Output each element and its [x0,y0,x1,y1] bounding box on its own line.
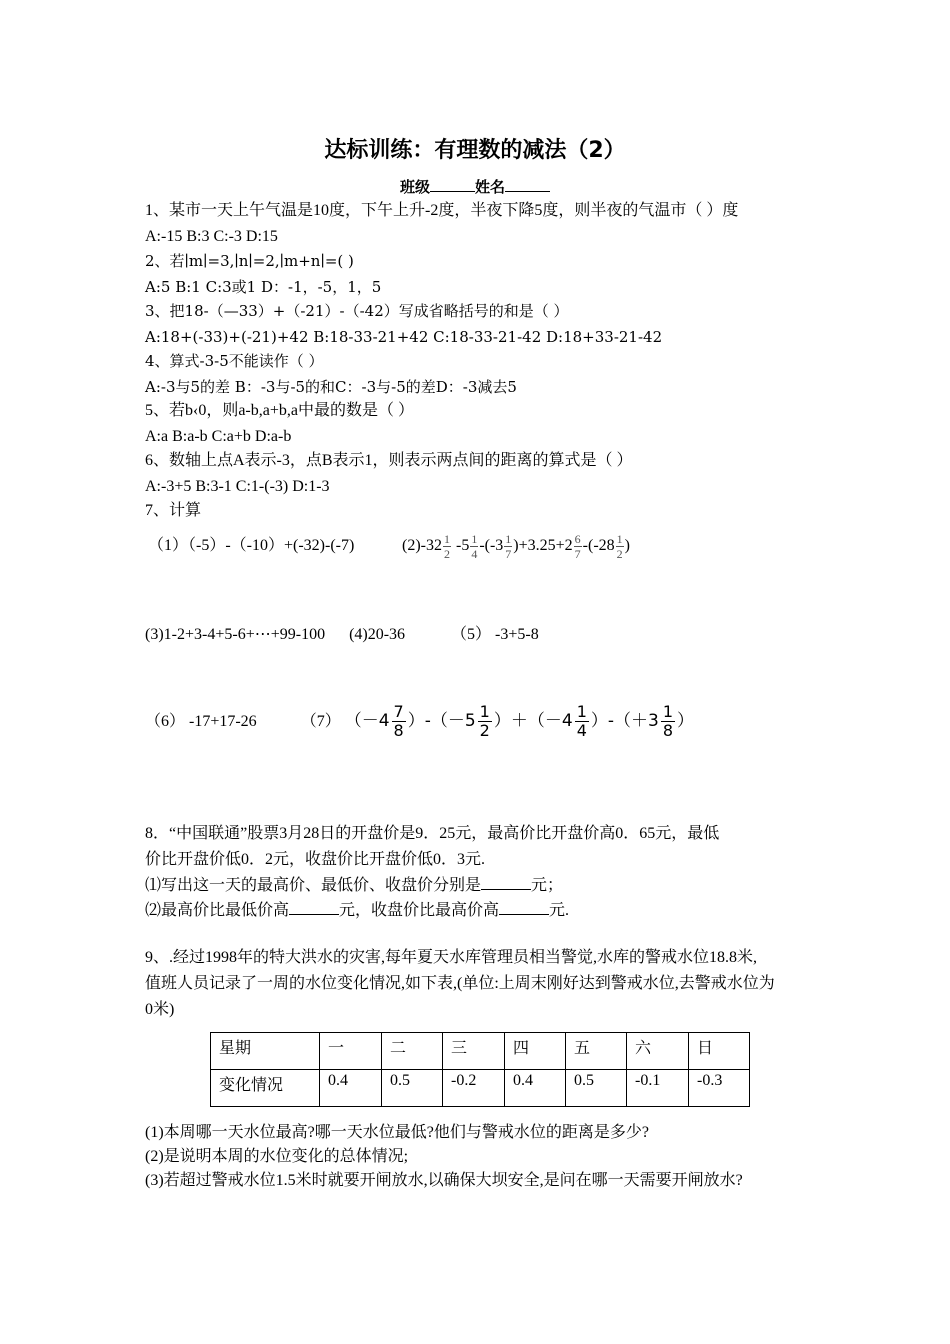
table-cell: -0.1 [627,1070,689,1107]
table-cell: 六 [627,1033,689,1070]
question-9-sub-3: (3)若超过警戒水位1.5米时就要开闸放水,以确保大坝安全,是问在哪一天需要开闸放水? [145,1172,743,1189]
table-cell: 0.5 [382,1070,443,1107]
question-2-options: A:5 B:1 C:3或1 D：-1，-5，1，5 [145,278,382,296]
calc-6-7 [145,699,694,744]
page-title: 达标训练：有理数的减法（2） [324,138,626,163]
table-cell: 0.5 [566,1070,627,1107]
table-row [211,1070,750,1107]
question-4-options: A:-3与5的差 B：-3与-5的和C：-3与-5的差D：-3减去5 [145,378,517,396]
class-label: 班级 [399,178,430,196]
fraction: $\frac{6}{7}$ [574,531,581,561]
table-cell: 0.4 [505,1070,566,1107]
calc-7-label: （7） [300,713,341,730]
fraction: $\frac{1}{8}$ [662,701,674,740]
question-3: 3、把18-（—33）+（-21）-（-42）写成省略括号的和是（ ） [145,302,569,320]
fraction: $\frac{1}{2}$ [443,531,450,561]
calc-2-part-f: ) [624,537,630,554]
calc-2-part-e: -(-28 [582,537,615,554]
table-cell: 一 [320,1033,382,1070]
table-cell: -0.3 [689,1070,750,1107]
water-level-table [210,1032,750,1107]
question-5: 5、若b‹0，则a-b,a+b,a中最的数是（ ） [145,402,414,419]
fraction: $\frac{7}{8}$ [393,701,404,740]
table-cell: 五 [566,1033,627,1070]
question-7-heading: 7、计算 [145,502,202,519]
class-blank[interactable] [430,177,475,192]
answer-blank[interactable] [499,900,549,915]
table-cell: 三 [443,1033,505,1070]
calc-4: (4)20-36 [349,626,406,643]
question-5-options: A:a B:a-b C:a+b D:a-b [145,428,292,445]
name-label: 姓名 [475,178,506,196]
question-8-line-1: 8．“中国联通”股票3月28日的开盘价是9．25元，最高价比开盘价高0．65元，最低 [145,825,720,842]
fraction: $\frac{1}{7}$ [505,531,512,561]
table-cell: 二 [382,1033,443,1070]
calc-5: （5） -3+5-8 [451,626,539,643]
question-8-part-2: ⑵最高价比最低价高 元，收盘价比最高价高 元. [145,902,570,919]
question-2: 2、若∣m∣=3,∣n∣=2,∣m+n∣=( ) [145,252,354,270]
calc-3: (3)1-2+3-4+5-6+⋯+99-100 [145,626,326,643]
calc-6: （6） -17+17-26 [145,713,257,730]
answer-blank[interactable] [481,875,531,890]
calc-2-part-a: (2)-32 [402,537,442,554]
question-6: 6、数轴上点A表示-3，点B表示1，则表示两点间的距离的算式是（ ） [145,452,633,469]
name-blank[interactable] [505,177,550,192]
calc-2-part-c: -(-3 [479,537,504,554]
question-8-part-1: ⑴写出这一天的最高价、最低价、收盘价分别是 元； [145,877,564,894]
calc-2-part-d: )+3.25+2 [513,537,573,554]
question-4: 4、算式-3-5不能读作（ ） [145,352,324,370]
table-cell: 0.4 [320,1070,382,1107]
question-9-line-2: 值班人员记录了一周的水位变化情况,如下表,(单位:上周末刚好达到警戒水位,去警戒水位为 [145,975,775,992]
fraction: $\frac{1}{2}$ [616,531,623,561]
table-cell: 星期 [211,1033,320,1070]
question-9-sub-2: (2)是说明本周的水位变化的总体情况; [145,1148,409,1165]
calc-1-expression: （1）（-5）-（-10）+(-32)-(-7) [148,537,355,554]
question-6-options: A:-3+5 B:3-1 C:1-(-3) D:1-3 [145,478,330,495]
table-header-row [211,1033,750,1070]
calc-1 [148,526,354,566]
class-name-line [0,176,950,198]
table-cell: 日 [689,1033,750,1070]
fraction: $\frac{1}{4}$ [576,701,587,740]
table-cell: 变化情况 [211,1070,320,1107]
table-cell: -0.2 [443,1070,505,1107]
question-9-line-1: 9、.经过1998年的特大洪水的灾害,每年夏天水库管理员相当警觉,水库的警戒水位18.8米, [145,949,758,966]
question-3-options: A:18+(-33)+(-21)+42 B:18-33-21+42 C:18-33-21-42 D:18+33-21-42 [145,328,663,346]
fraction: $\frac{1}{4}$ [471,531,478,561]
question-8-line-2: 价比开盘价低0．2元，收盘价比开盘价低0．3元. [145,851,486,868]
question-9-sub-1: (1)本周哪一天水位最高?哪一天水位最低?他们与警戒水位的距离是多少? [145,1124,649,1141]
calc-2 [402,526,630,566]
fraction: $\frac{1}{2}$ [479,701,490,740]
calc-3-4-5 [145,624,539,646]
question-1-options: A:-15 B:3 C:-3 D:15 [145,228,278,245]
question-1: 1、某市一天上午气温是10度，下午上升-2度，半夜下降5度，则半夜的气温市（ ）度 [145,202,739,219]
calc-7-expression: （－4 $\frac{7}{8}$ ）-（－5 $\frac{1}{2}$ ）＋（－4 $\frac{1}{4}$ ）-（＋3 $\frac{1}{8}$ ） [344,701,695,740]
answer-blank[interactable] [289,900,339,915]
table-cell: 四 [505,1033,566,1070]
question-9-line-3: 0米) [145,1001,175,1018]
calc-2-part-b: -5 [455,537,470,554]
